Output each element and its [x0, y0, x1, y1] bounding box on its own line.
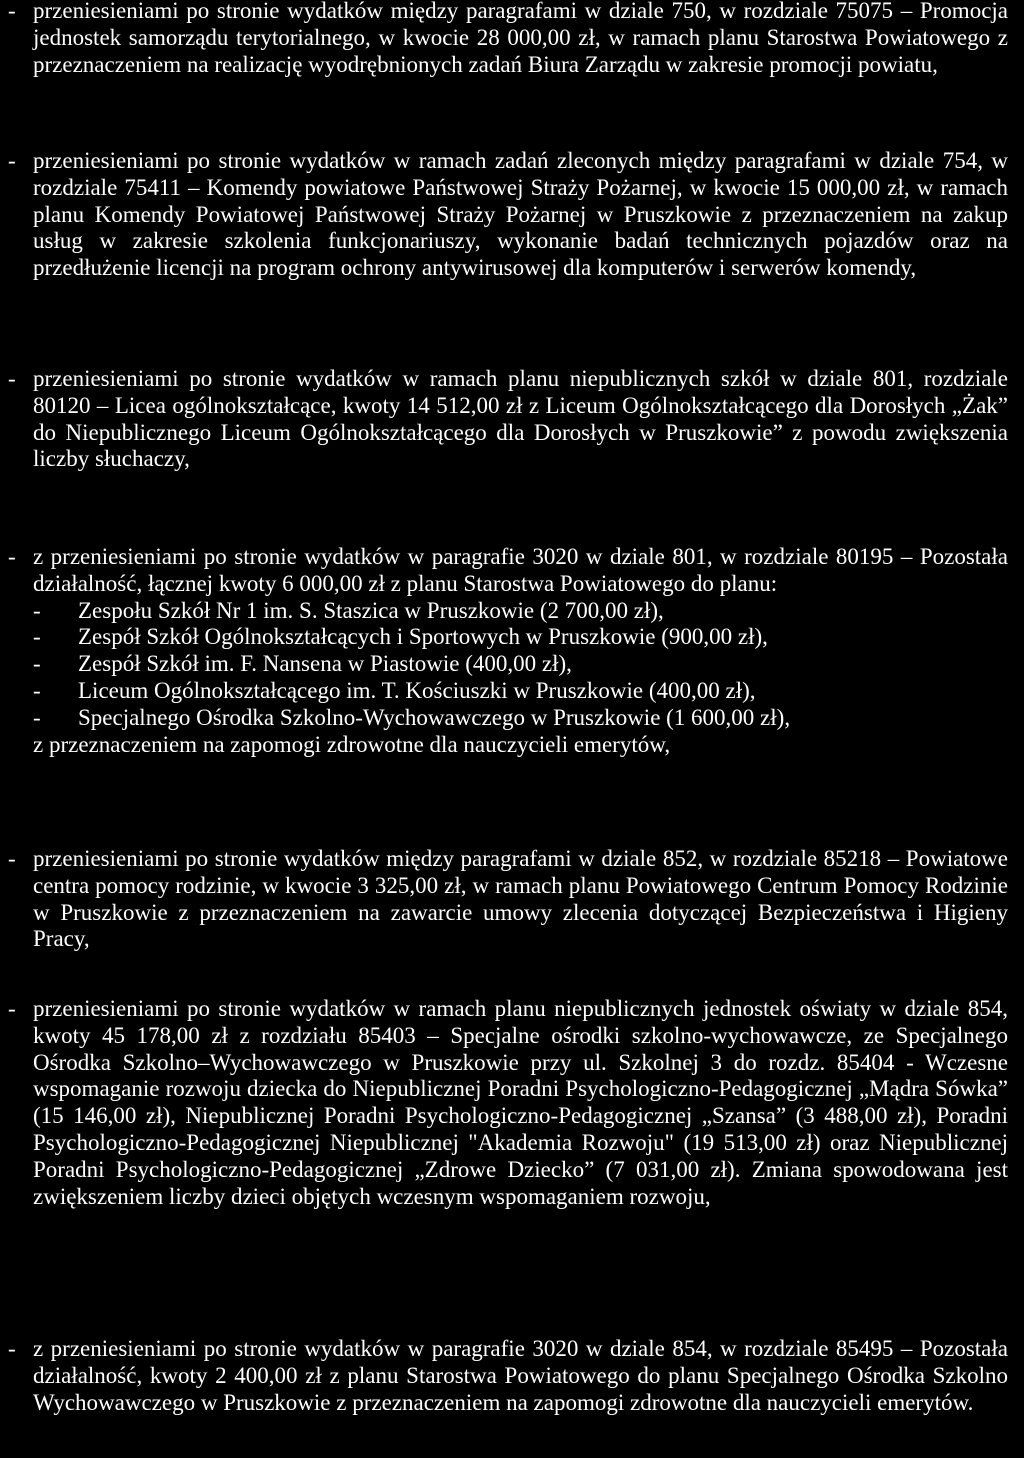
list-item [8, 996, 1008, 1210]
list-item [8, 846, 1008, 953]
sub-item-text: Zespołu Szkół Nr 1 im. S. Staszica w Pruszkowie (2 700,00 zł), [78, 597, 664, 623]
list-item [8, 366, 1008, 473]
sub-bullet-dash: - [33, 704, 41, 730]
bullet-dash: - [8, 996, 16, 1021]
sub-bullet-dash: - [33, 624, 41, 650]
sub-item-text: Zespół Szkół Ogólnokształcących i Sportowych w Pruszkowie (900,00 zł), [78, 624, 768, 650]
bullet-dash: - [8, 148, 16, 173]
item-text: przeniesieniami po stronie wydatków w ramach planu niepublicznych jednostek oświaty w dziale 854, kwoty 45 178,00 zł z rozdziału 85403 – Specjalne ośrodki szkolno-wychowawcze, ze Specjalnego Ośrodka Szkolno–Wychowawczego w Pruszkowie przy ul. Szkolnej 3 do rozdz. 85404 - Wczesne wspomaganie rozwoju dziecka do Niepublicznej Poradni Psychologiczno-Pedagogicznej „Mądra Sówka” (15 146,00 zł), Niepublicznej Poradni Psychologiczno-Pedagogicznej „Szansa” (3 488,00 zł), Poradni Psychologiczno-Pedagogicznej Niepublicznej "Akademia Rozwoju" (19 513,00 zł) oraz Niepublicznej Poradni Psychologiczno-Pedagogicznej „Zdrowe Dziecko” (7 031,00 zł). Zmiana spowodowana jest zwiększeniem liczby dzieci objętych wczesnym wspomaganiem rozwoju, [33, 996, 1008, 1209]
bullet-dash: - [8, 846, 16, 871]
bullet-dash: - [8, 1336, 16, 1361]
bullet-dash: - [8, 0, 16, 23]
sub-item-text: Zespół Szkół im. F. Nansena w Piastowie (400,00 zł), [78, 651, 572, 677]
list-item [8, 1336, 1008, 1416]
list-item [8, 544, 1008, 758]
sub-bullet-dash: - [33, 651, 41, 677]
item-text: przeniesieniami po stronie wydatków w ramach planu niepublicznych szkół w dziale 801, rozdziale 80120 – Licea ogólnokształcące, kwoty 14 512,00 zł z Liceum Ogólnokształcącego dla Dorosłych „Żak” do Niepublicznego Liceum Ogólnokształcącego dla Dorosłych w Pruszkowie” z powodu zwiększenia liczby słuchaczy, [33, 366, 1008, 472]
sub-bullet-dash: - [33, 677, 41, 703]
item-text: z przeniesieniami po stronie wydatków w paragrafie 3020 w dziale 854, w rozdziale 85495 – Pozostała działalność, kwoty 2 400,00 zł z planu Starostwa Powiatowego do planu Specjalnego Ośrodka Szkolno Wychowawczego w Pruszkowie z przeznaczeniem na zapomogi zdrowotne dla nauczycieli emerytów. [33, 1336, 1008, 1415]
sub-list-item [33, 651, 1008, 678]
item-text: przeniesieniami po stronie wydatków między paragrafami w dziale 750, w rozdziale 75075 – Promocja jednostek samorządu terytorialnego, w kwocie 28 000,00 zł, w ramach planu Starostwa Powiatowego z przeznaczeniem na realizację wyodrębnionych zadań Biura Zarządu w zakresie promocji powiatu, [33, 0, 1008, 77]
sub-list-item [33, 598, 1008, 625]
list-item [8, 148, 1008, 282]
sub-item-text: Specjalnego Ośrodka Szkolno-Wychowawczego w Pruszkowie (1 600,00 zł), [78, 704, 791, 730]
sub-bullet-dash: - [33, 597, 41, 623]
sub-list-item [33, 624, 1008, 651]
list-item [8, 0, 1008, 78]
item-text: przeniesieniami po stronie wydatków w ramach zadań zleconych między paragrafami w dziale 754, w rozdziale 75411 – Komendy powiatowe Państwowej Straży Pożarnej, w kwocie 15 000,00 zł, w ramach planu Komendy Powiatowej Państwowej Straży Pożarnej w Pruszkowie z przeznaczeniem na zakup usług w zakresie szkolenia funkcjonariuszy, wykonanie badań technicznych pojazdów oraz na przedłużenie licencji na program ochrony antywirusowej dla komputerów i serwerów komendy, [33, 148, 1008, 281]
bullet-dash: - [8, 544, 16, 569]
bullet-dash: - [8, 366, 16, 391]
item-text: z przeniesieniami po stronie wydatków w paragrafie 3020 w dziale 801, w rozdziale 80195 – Pozostała działalność, łącznej kwoty 6 000,00 zł z planu Starostwa Powiatowego do planu: [33, 544, 1008, 596]
sub-item-text: Liceum Ogólnokształcącego im. T. Kościuszki w Pruszkowie (400,00 zł), [78, 677, 756, 703]
sub-list-item [33, 678, 1008, 705]
item-closing-text: z przeznaczeniem na zapomogi zdrowotne dla nauczycieli emerytów, [33, 731, 671, 757]
sub-list-item [33, 705, 1008, 732]
item-text: przeniesieniami po stronie wydatków między paragrafami w dziale 852, w rozdziale 85218 – Powiatowe centra pomocy rodzinie, w kwocie 3 325,00 zł, w ramach planu Powiatowego Centrum Pomocy Rodzinie w Pruszkowie z przeznaczeniem na zawarcie umowy zlecenia dotyczącej Bezpieczeństwa i Higieny Pracy, [33, 846, 1008, 952]
